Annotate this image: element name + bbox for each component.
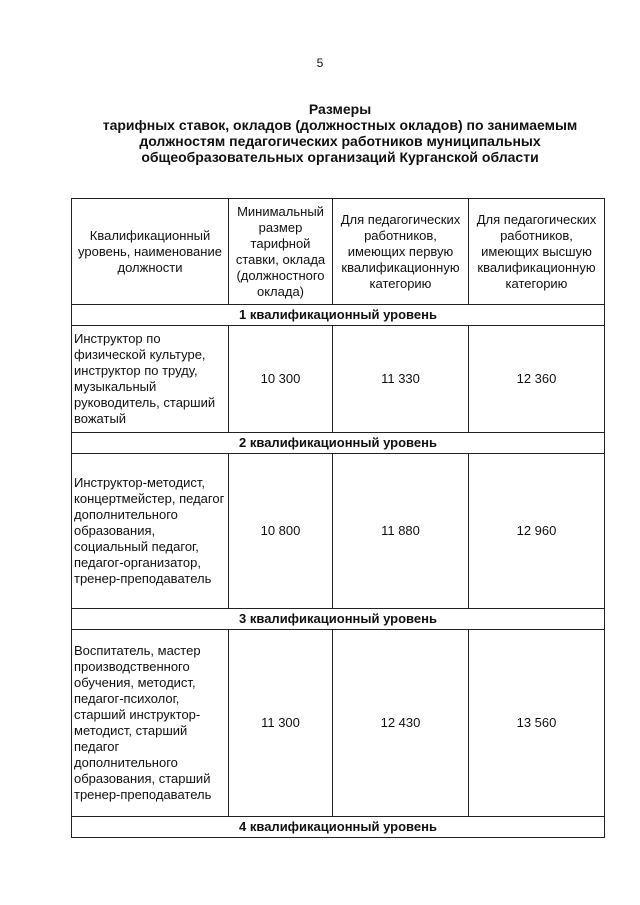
position-cell: Воспитатель, мастер производственного обучения, методист, педагог-психолог, старший инструктор-методист, старший педагог дополнительного образования, старший тренер-преподаватель	[72, 630, 229, 817]
document-title	[60, 101, 620, 165]
level-row	[72, 433, 605, 454]
first-category-cell: 12 430	[333, 630, 469, 817]
highest-category-cell: 13 560	[469, 630, 605, 817]
min-rate-cell: 11 300	[229, 630, 333, 817]
table-row	[72, 454, 605, 609]
header-min-rate: Минимальный размер тарифной ставки, оклада (должностного оклада)	[229, 199, 333, 305]
level-label: 3 квалификационный уровень	[72, 609, 605, 630]
table-header-row	[72, 199, 605, 305]
highest-category-cell: 12 960	[469, 454, 605, 609]
level-row	[72, 609, 605, 630]
level-row	[72, 817, 605, 838]
page-number: 5	[316, 56, 324, 70]
level-row	[72, 305, 605, 326]
min-rate-cell: 10 300	[229, 326, 333, 433]
title-line: тарифных ставок, окладов (должностных окладов) по занимаемым	[102, 117, 578, 133]
header-first-category: Для педагогических работников, имеющих первую квалификационную категорию	[333, 199, 469, 305]
title-line: Размеры	[308, 101, 372, 117]
position-cell: Инструктор-методист, концертмейстер, педагог дополнительного образования, социальный педагог, педагог-организатор, тренер-преподаватель	[72, 454, 229, 609]
position-cell: Инструктор по физической культуре, инструктор по труду, музыкальный руководитель, старший вожатый	[72, 326, 229, 433]
rates-table	[71, 198, 605, 838]
first-category-cell: 11 330	[333, 326, 469, 433]
table-row	[72, 630, 605, 817]
level-label: 1 квалификационный уровень	[72, 305, 605, 326]
level-label: 4 квалификационный уровень	[72, 817, 605, 838]
level-label: 2 квалификационный уровень	[72, 433, 605, 454]
first-category-cell: 11 880	[333, 454, 469, 609]
min-rate-cell: 10 800	[229, 454, 333, 609]
title-line: общеобразовательных организаций Курганской области	[141, 149, 539, 165]
table-row	[72, 326, 605, 433]
header-highest-category: Для педагогических работников, имеющих высшую квалификационную категорию	[469, 199, 605, 305]
title-line: должностям педагогических работников муниципальных	[139, 133, 541, 149]
header-position: Квалификационный уровень, наименование должности	[72, 199, 229, 305]
highest-category-cell: 12 360	[469, 326, 605, 433]
